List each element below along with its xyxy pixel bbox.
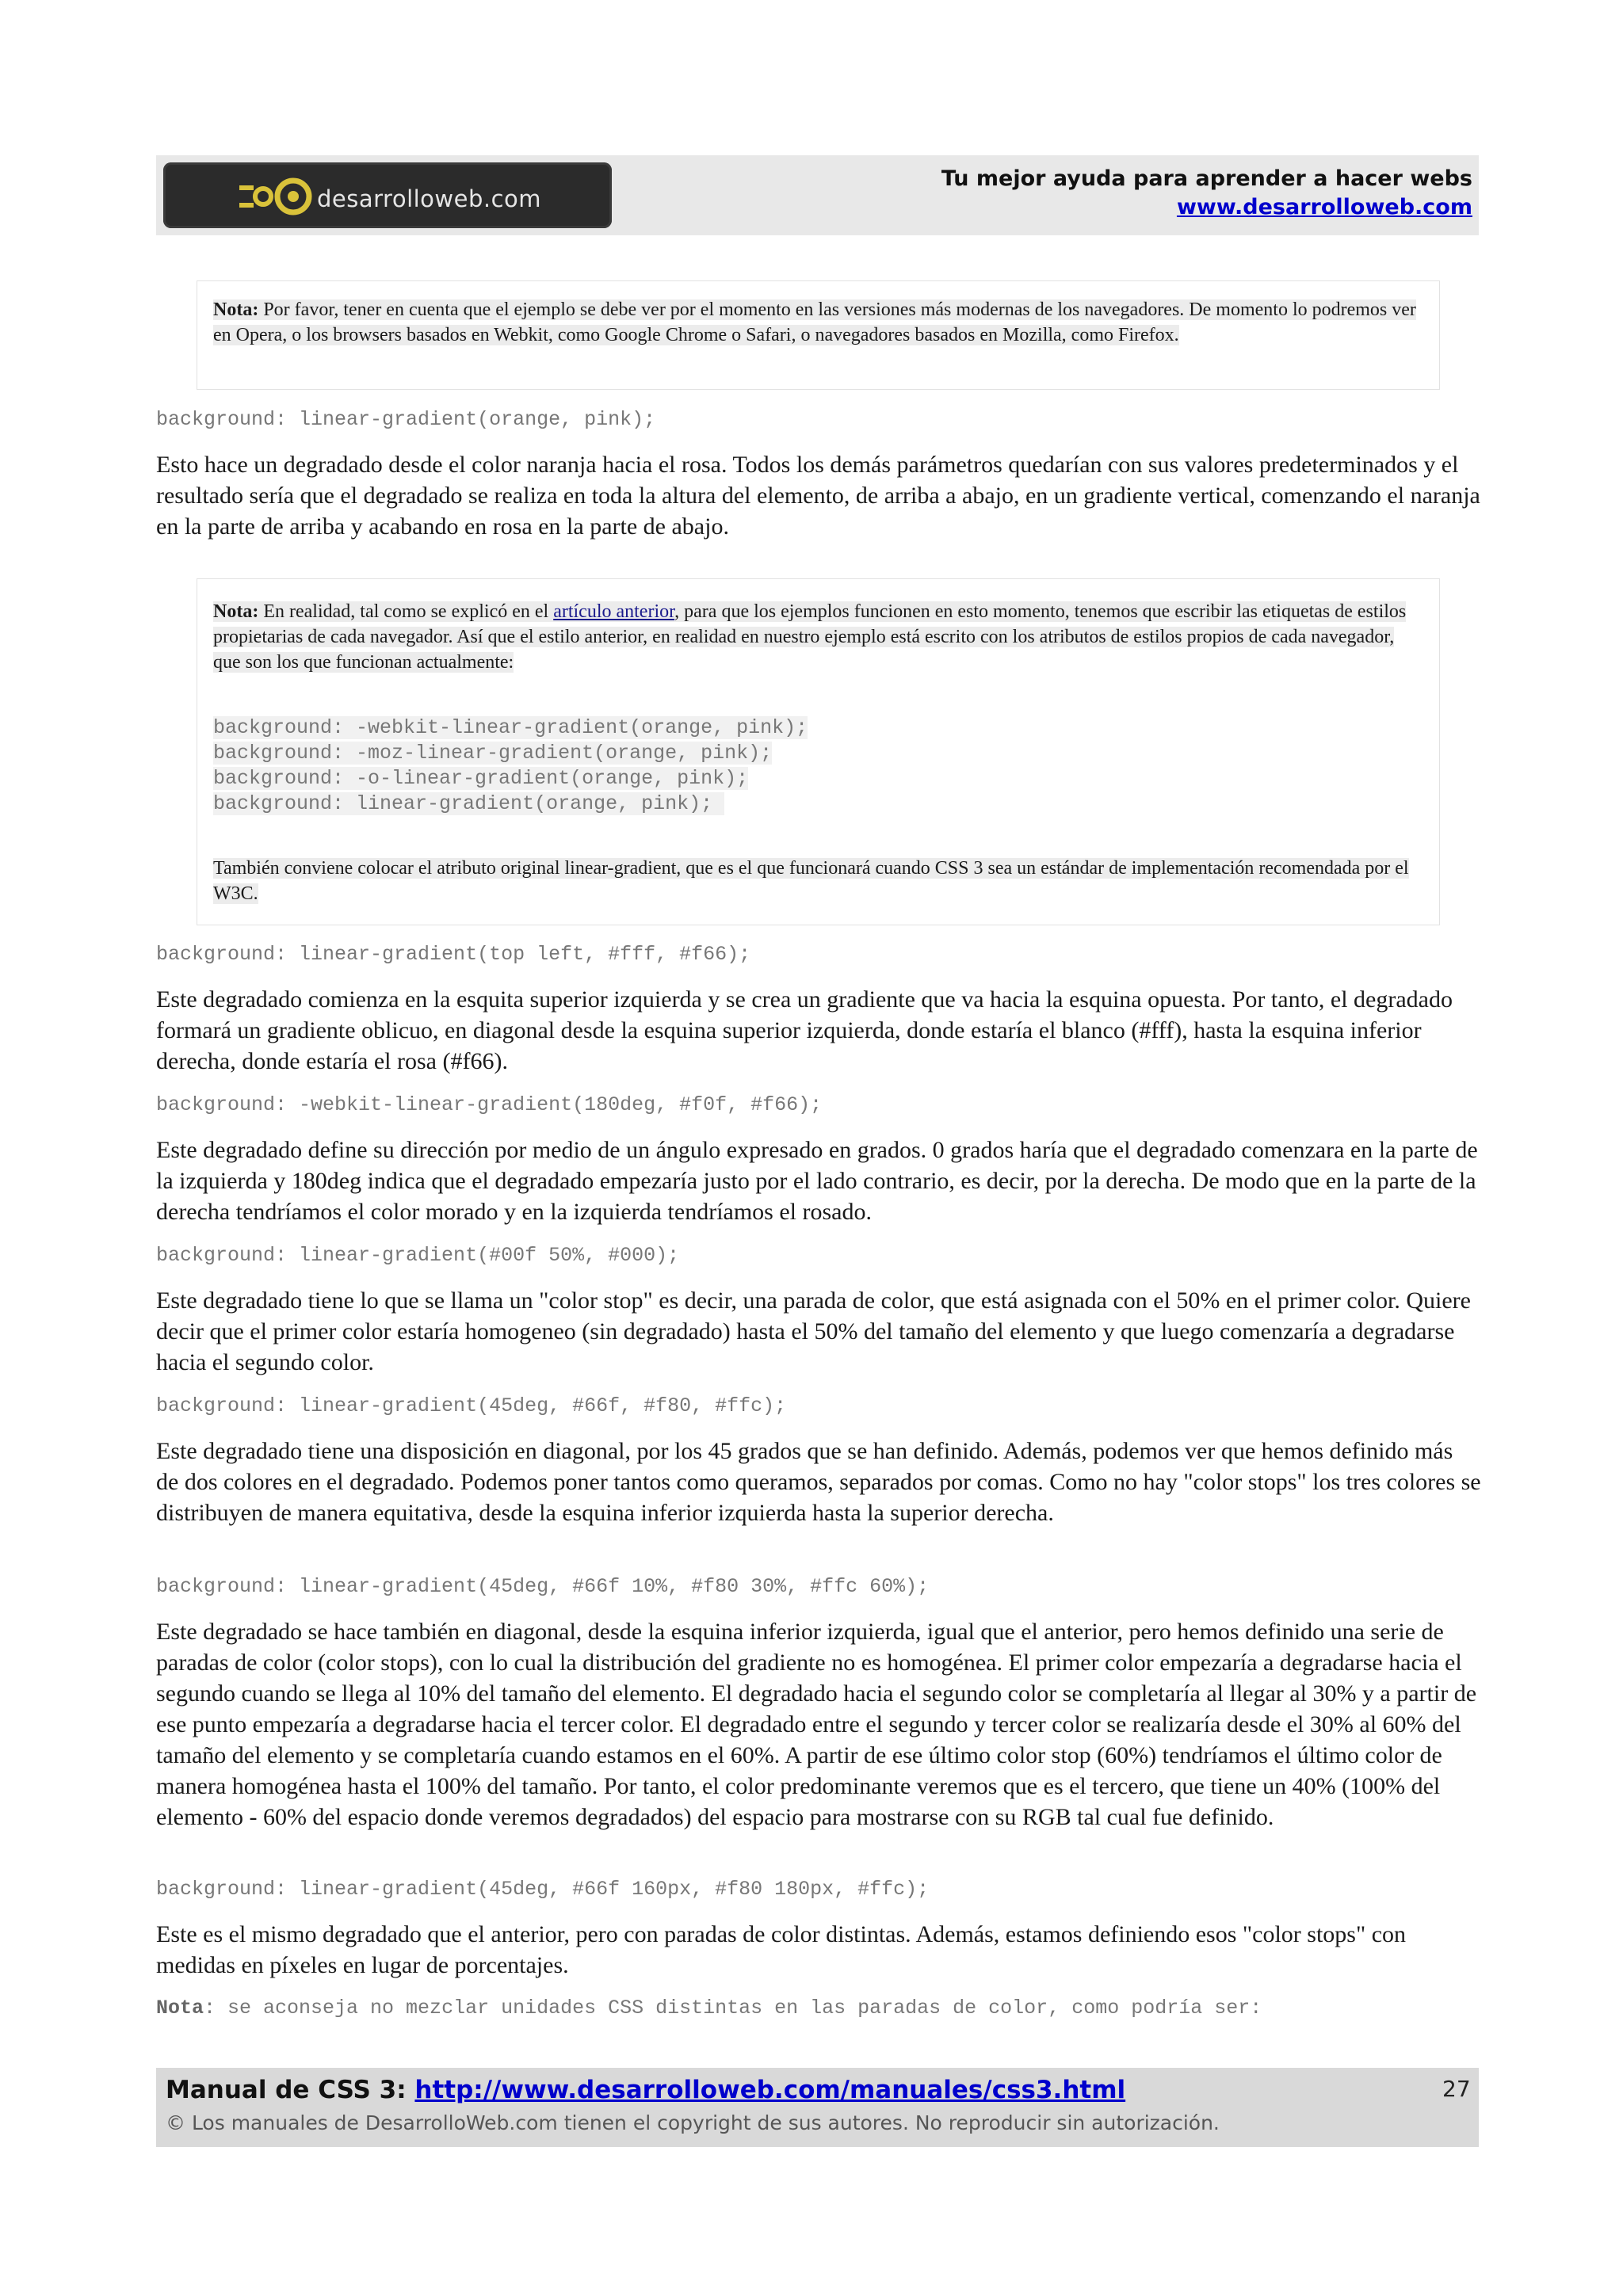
note-text: Nota: En realidad, tal como se explicó en el artículo anterior, para que los ejemplos funcionen en esto momento, tenemos que escribir las etiquetas de estilos propietarias de cada navegador. Así que el estilo anterior, en realidad en nuestro ejemplo está escrito con los atributos de estilos propios de cada navegador, que son los que funcionan actualmente: <box>213 601 1407 673</box>
footer-copyright: © Los manuales de DesarrolloWeb.com tienen el copyright de sus autores. No reproducir sin autorización. <box>166 2111 1220 2134</box>
footer-title: Manual de CSS 3: http://www.desarrolloweb.com/manuales/css3.html <box>166 2076 1126 2104</box>
note-body: Por favor, tener en cuenta que el ejemplo se debe ver por el momento en las versiones más modernas de los navegadores. De momento lo podremos ver en Opera, o los browsers basados en Webkit, como Google Chrome o Safari, o navegadores basados en Mozilla, como Firefox. <box>213 299 1416 345</box>
code-line: background: linear-gradient(orange, pink); <box>156 408 656 431</box>
logo-text: desarrolloweb.com <box>317 185 542 212</box>
paragraph: Este es el mismo degradado que el anterior, pero con paradas de color distintas. Además, estamos definiendo esos "color stops" con medidas en píxeles en lugar de porcentajes. <box>156 1921 1407 1978</box>
code-block: background: -webkit-linear-gradient(orange, pink); background: -moz-linear-gradient(orange, pink); background: -o-linear-gradient(orange, pink); background: linear-gradient(orange, pink); <box>213 716 808 815</box>
paragraph: Este degradado tiene lo que se llama un "color stop" es decir, una parada de color, que está asignada con el 50% en el primer color. Quiere decir que el primer color estaría homogeneo (sin degradado) hasta el 50% del tamaño del elemento y que luego comenzaría a degradarse hacia el segundo color. <box>156 1287 1471 1375</box>
note-label: Nota <box>156 1997 204 2019</box>
paragraph: Este degradado comienza en la esquita superior izquierda y se crea un gradiente que va hacia la esquina opuesta. Por tanto, el degradado formará un gradiente oblicuo, en diagonal desde la esquina superior izquierda, donde estaría el blanco (#fff), hasta la esquina inferior derecha, donde estaría el rosa (#f66). <box>156 986 1453 1074</box>
code-line: background: linear-gradient(45deg, #66f 10%, #f80 30%, #ffc 60%); <box>156 1575 930 1598</box>
code-line: background: -webkit-linear-gradient(180deg, #f0f, #f66); <box>156 1093 823 1116</box>
paragraph: Este degradado define su dirección por medio de un ángulo expresado en grados. 0 grados haría que el degradado comenzara en la parte de la izquierda y 180deg indica que el degradado empezaría justo por el lado contrario, es decir, por la derecha. De modo que en la parte de la derecha tendríamos el color morado y en la izquierda tendríamos el rosado. <box>156 1137 1478 1225</box>
note-label: Nota: <box>213 299 259 320</box>
note-text <box>213 297 1418 348</box>
header-tagline: Tu mejor ayuda para aprender a hacer webs <box>941 166 1472 191</box>
note-label: Nota: <box>213 601 259 622</box>
code-line: Nota: se aconseja no mezclar unidades CSS distintas en las paradas de color, como podría ser: <box>156 1997 1262 2019</box>
code-line: background: linear-gradient(#00f 50%, #000); <box>156 1244 680 1267</box>
code-line: background: linear-gradient(45deg, #66f 160px, #f80 180px, #ffc); <box>156 1878 930 1901</box>
paragraph: Este degradado se hace también en diagonal, desde la esquina inferior izquierda, igual que el anterior, pero hemos definido una serie de paradas de color (color stops), con lo cual la distribución del gradiente no es homogénea. El primer color empezaría a degradarse hacia el segundo cuando se llega al 10% del tamaño del elemento. El degradado hacia el segundo color se completaría al llegar al 30% y a partir de ese punto empezaría a degradarse hacia el tercer color. El degradado entre el segundo y tercer color se realizaría desde el 30% al 60% del tamaño del elemento y se completaría cuando estamos en el 60%. A partir de ese último color stop (60%) tendríamos el último color de manera homogénea hasta el 100% del tamaño. Por tanto, el color predominante veremos que es el tercero, que tiene un 40% (100% del elemento - 60% del espacio donde veremos degradados) del espacio para mostrarse con su RGB tal cual fue definido. <box>156 1619 1477 1830</box>
article-link[interactable]: artículo anterior <box>553 601 675 622</box>
note-text: También conviene colocar el atributo original linear-gradient, que es el que funcionará cuando CSS 3 sea un estándar de implementación recomendada por el W3C. <box>213 858 1409 904</box>
logo-icon <box>236 177 315 216</box>
manual-link[interactable]: http://www.desarrolloweb.com/manuales/css3.html <box>414 2076 1126 2104</box>
page-number: 27 <box>1442 2076 1471 2102</box>
paragraph: Esto hace un degradado desde el color naranja hacia el rosa. Todos los demás parámetros quedarían con sus valores predeterminados y el resultado sería que el degradado se realiza en toda la altura del elemento, de arriba a abajo, en un gradiente vertical, comenzando el naranja en la parte de arriba y acabando en rosa en la parte de abajo. <box>156 452 1480 540</box>
header-site-link[interactable]: www.desarrolloweb.com <box>1176 195 1472 219</box>
code-line: background: linear-gradient(top left, #fff, #f66); <box>156 943 751 966</box>
paragraph: Este degradado tiene una disposición en diagonal, por los 45 grados que se han definido. Además, podemos ver que hemos definido más de dos colores en el degradado. Podemos poner tantos como queramos, separados por comas. Como no hay "color stops" los tres colores se distribuyen de manera equitativa, desde la esquina inferior izquierda hasta la superior derecha. <box>156 1438 1481 1526</box>
code-line: background: linear-gradient(45deg, #66f, #f80, #ffc); <box>156 1394 787 1417</box>
